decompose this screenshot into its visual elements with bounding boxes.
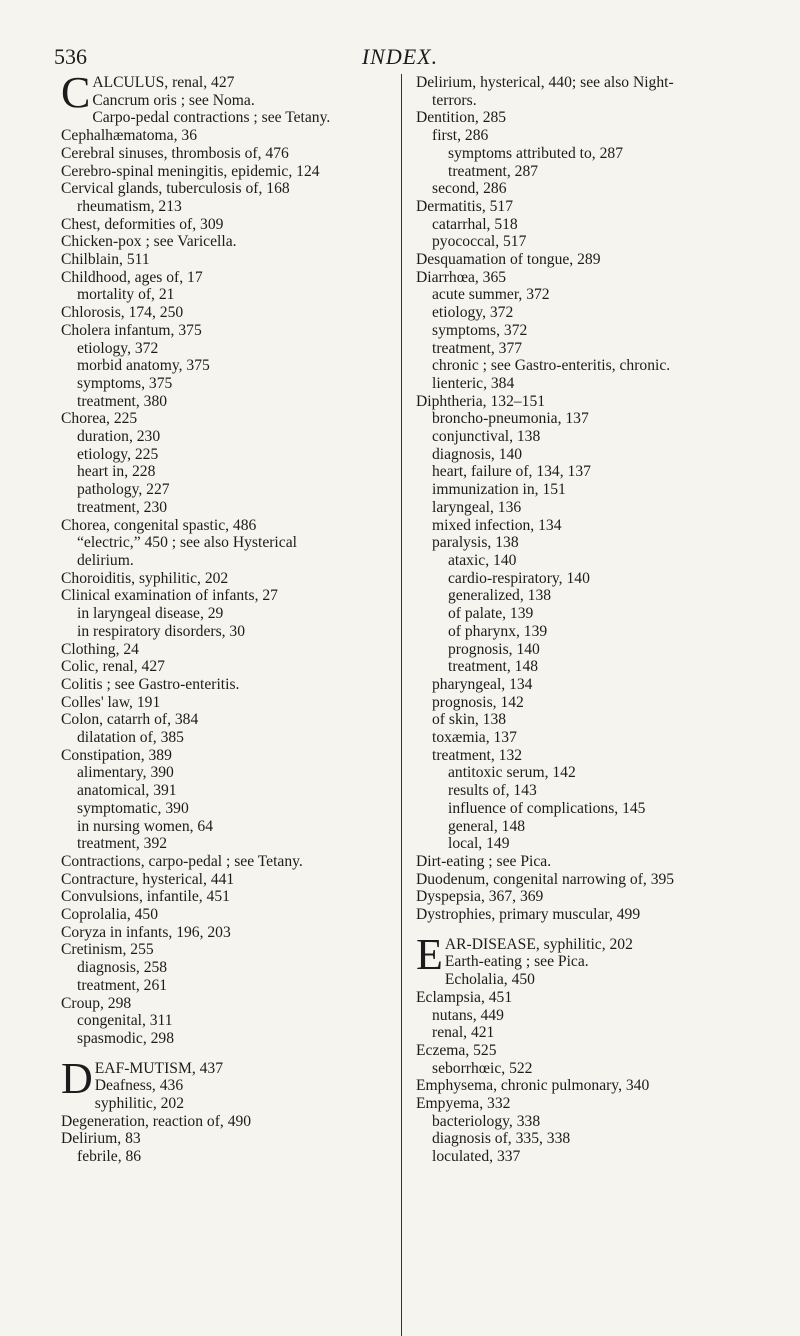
entry-text: Chorea, 225 <box>61 410 138 428</box>
entry-text: immunization in, 151 <box>432 481 566 499</box>
entry-text: treatment, 377 <box>432 339 523 357</box>
entry-text: Constipation, 389 <box>61 746 172 764</box>
index-entry <box>61 1130 397 1148</box>
entry-text: of pharynx, 139 <box>448 622 548 640</box>
index-entry <box>61 304 397 322</box>
index-entry <box>61 269 397 287</box>
index-subentry <box>61 393 397 411</box>
index-subentry <box>416 800 756 818</box>
entry-text: Dystrophies, primary muscular, 499 <box>416 906 641 924</box>
index-entry <box>61 871 397 889</box>
entry-text: Chest, deformities of, 309 <box>61 215 224 233</box>
entry-text: Delirium, 83 <box>61 1130 141 1148</box>
entry-text: Childhood, ages of, 17 <box>61 268 203 286</box>
entry-text: Chorea, congenital spastic, 486 <box>61 516 257 534</box>
index-subentry <box>416 322 756 340</box>
index-entry <box>61 658 397 676</box>
entry-text: treatment, 230 <box>77 498 168 516</box>
index-subentry <box>416 216 756 234</box>
entry-text: Desquamation of tongue, 289 <box>416 251 601 269</box>
entry-text: Coryza in infants, 196, 203 <box>61 923 231 941</box>
entry-text: Diarrhœa, 365 <box>416 268 507 286</box>
entry-text: Contractions, carpo-pedal ; see Tetany. <box>61 852 303 870</box>
entry-text: mortality of, 21 <box>77 286 175 304</box>
entry-text: heart, failure of, 134, 137 <box>432 463 591 481</box>
entry-text: of skin, 138 <box>432 711 507 729</box>
entry-text: symptoms attributed to, 287 <box>448 144 623 162</box>
index-subentry <box>416 1007 756 1025</box>
entry-text: Duodenum, congenital narrowing of, 395 <box>416 870 675 888</box>
index-subentry <box>416 481 756 499</box>
entry-text: Croup, 298 <box>61 994 132 1012</box>
index-subentry <box>61 428 397 446</box>
index-subentry <box>416 428 756 446</box>
index-subentry <box>61 1095 397 1113</box>
index-entry <box>416 853 756 871</box>
index-subentry <box>416 1113 756 1131</box>
entry-text: febrile, 86 <box>77 1148 142 1166</box>
entry-text: morbid anatomy, 375 <box>77 357 210 375</box>
index-subentry <box>61 357 397 375</box>
index-subentry <box>416 694 756 712</box>
index-entry <box>61 694 397 712</box>
index-subentry <box>61 729 397 747</box>
entry-text: Cerebral sinuses, thrombosis of, 476 <box>61 144 289 162</box>
index-subentry <box>416 641 756 659</box>
index-column-left <box>61 68 397 1166</box>
section-initial: D <box>61 1053 93 1103</box>
entry-text: Degeneration, reaction of, 490 <box>61 1112 252 1130</box>
index-entry <box>416 888 756 906</box>
index-subentry <box>416 552 756 570</box>
entry-text: Cervical glands, tuberculosis of, 168 <box>61 180 290 198</box>
entry-text: second, 286 <box>432 180 507 198</box>
index-subentry <box>416 375 756 393</box>
index-subentry <box>61 623 397 641</box>
index-subentry <box>61 818 397 836</box>
index-subentry <box>416 676 756 694</box>
section-initial: E <box>416 929 443 979</box>
index-subentry <box>61 959 397 977</box>
entry-text: Coprolalia, 450 <box>61 906 159 924</box>
entry-text: cardio-respiratory, 140 <box>448 569 590 587</box>
index-subentry <box>61 198 397 216</box>
index-subentry <box>61 481 397 499</box>
entry-text: etiology, 225 <box>77 445 159 463</box>
index-entry <box>61 251 397 269</box>
index-subentry <box>61 286 397 304</box>
page-header <box>0 44 800 72</box>
index-subentry <box>416 446 756 464</box>
index-subentry <box>61 552 397 570</box>
index-entry <box>416 109 756 127</box>
entry-text: symptomatic, 390 <box>77 799 189 817</box>
index-subentry <box>416 953 756 971</box>
entry-text: Cancrum oris ; see Noma. <box>92 91 255 109</box>
index-subentry <box>416 286 756 304</box>
index-subentry <box>416 764 756 782</box>
index-entry <box>416 198 756 216</box>
index-entry <box>416 989 756 1007</box>
index-subentry <box>416 1130 756 1148</box>
entry-text: spasmodic, 298 <box>77 1029 175 1047</box>
entry-text: in laryngeal disease, 29 <box>77 605 224 623</box>
entry-text: Convulsions, infantile, 451 <box>61 888 230 906</box>
entry-text: Chlorosis, 174, 250 <box>61 304 184 322</box>
entry-text: EAF-MUTISM, 437 <box>94 1059 224 1077</box>
index-subentry <box>61 499 397 517</box>
index-subentry <box>61 605 397 623</box>
running-head: INDEX. <box>361 44 439 69</box>
entry-text: delirium. <box>77 551 134 569</box>
entry-text: heart in, 228 <box>77 463 156 481</box>
index-entry <box>61 233 397 251</box>
index-entry <box>61 747 397 765</box>
index-entry <box>61 941 397 959</box>
index-subentry <box>416 711 756 729</box>
index-subentry <box>61 375 397 393</box>
index-subentry <box>416 1024 756 1042</box>
index-entry <box>416 971 756 989</box>
entry-text: generalized, 138 <box>448 587 552 605</box>
entry-text: laryngeal, 136 <box>432 498 522 516</box>
index-subentry <box>416 410 756 428</box>
entry-text: Colitis ; see Gastro-enteritis. <box>61 675 240 693</box>
entry-text: of palate, 139 <box>448 605 534 623</box>
index-subentry <box>416 587 756 605</box>
index-subentry <box>416 340 756 358</box>
entry-text: Diphtheria, 132–151 <box>416 392 546 410</box>
index-subentry <box>416 782 756 800</box>
index-subentry <box>61 782 397 800</box>
entry-text: etiology, 372 <box>432 304 514 322</box>
entry-text: influence of complications, 145 <box>448 799 646 817</box>
index-subentry <box>416 658 756 676</box>
entry-text: diagnosis, 258 <box>77 959 168 977</box>
index-subentry <box>416 747 756 765</box>
entry-text: lienteric, 384 <box>432 374 515 392</box>
index-subentry <box>61 446 397 464</box>
entry-text: diagnosis of, 335, 338 <box>432 1130 571 1148</box>
index-subentry <box>416 517 756 535</box>
index-entry <box>61 109 397 127</box>
entry-text: treatment, 261 <box>77 976 168 994</box>
page-number: 536 <box>54 44 87 69</box>
index-subentry <box>61 1148 397 1166</box>
entry-text: Clinical examination of infants, 27 <box>61 587 278 605</box>
index-entry <box>416 269 756 287</box>
entry-text: Colon, catarrh of, 384 <box>61 711 199 729</box>
entry-text: broncho-pneumonia, 137 <box>432 410 589 428</box>
index-entry <box>61 127 397 145</box>
entry-text: treatment, 380 <box>77 392 168 410</box>
entry-text: ataxic, 140 <box>448 551 517 569</box>
entry-text: Emphysema, chronic pulmonary, 340 <box>416 1077 650 1095</box>
entry-text: syphilitic, 202 <box>94 1095 185 1113</box>
entry-text: terrors. <box>432 91 477 109</box>
index-entry <box>61 676 397 694</box>
entry-text: first, 286 <box>432 127 489 145</box>
index-entry <box>416 1042 756 1060</box>
index-entry <box>61 145 397 163</box>
entry-text: ALCULUS, renal, 427 <box>92 74 235 91</box>
index-entry <box>61 517 397 535</box>
index-subentry <box>416 233 756 251</box>
entry-text: pharyngeal, 134 <box>432 675 533 693</box>
index-subentry <box>61 764 397 782</box>
index-entry <box>61 570 397 588</box>
index-column-right <box>401 74 756 1336</box>
index-subentry <box>416 304 756 322</box>
entry-text: mixed infection, 134 <box>432 516 562 534</box>
entry-text: Carpo-pedal contractions ; see Tetany. <box>92 109 331 127</box>
entry-text: general, 148 <box>448 817 526 835</box>
index-entry <box>61 322 397 340</box>
entry-text: conjunctival, 138 <box>432 428 541 446</box>
entry-text: congenital, 311 <box>77 1012 173 1030</box>
index-subentry <box>61 340 397 358</box>
entry-text: Colic, renal, 427 <box>61 658 165 676</box>
index-subentry <box>61 1030 397 1048</box>
index-subentry <box>416 127 756 145</box>
entry-text: anatomical, 391 <box>77 782 177 800</box>
index-subentry <box>416 145 756 163</box>
index-entry <box>61 853 397 871</box>
entry-text: chronic ; see Gastro-enteritis, chronic. <box>432 357 671 375</box>
entry-text: dilatation of, 385 <box>77 729 184 747</box>
entry-text: treatment, 132 <box>432 746 523 764</box>
entry-text: prognosis, 142 <box>432 693 524 711</box>
index-subentry <box>416 463 756 481</box>
index-subentry <box>416 605 756 623</box>
entry-text: renal, 421 <box>432 1024 495 1042</box>
entry-text: Contracture, hysterical, 441 <box>61 870 235 888</box>
entry-text: Chicken-pox ; see Varicella. <box>61 233 237 251</box>
entry-text: Dentition, 285 <box>416 109 507 127</box>
index-subentry <box>416 1148 756 1166</box>
index-subentry <box>61 534 397 552</box>
index-entry <box>416 251 756 269</box>
entry-text: toxæmia, 137 <box>432 729 517 747</box>
index-entry <box>61 906 397 924</box>
index-entry <box>416 1077 756 1095</box>
index-entry <box>416 1095 756 1113</box>
entry-text: catarrhal, 518 <box>432 215 518 233</box>
entry-text: bacteriology, 338 <box>432 1112 541 1130</box>
entry-text: diagnosis, 140 <box>432 445 523 463</box>
entry-text: seborrhœic, 522 <box>432 1059 533 1077</box>
index-subentry <box>416 835 756 853</box>
entry-text: loculated, 337 <box>432 1148 521 1166</box>
entry-text: acute summer, 372 <box>432 286 550 304</box>
entry-text: treatment, 148 <box>448 658 539 676</box>
entry-text: symptoms, 375 <box>77 374 173 392</box>
index-entry <box>61 711 397 729</box>
index-subentry <box>416 623 756 641</box>
index-subentry <box>416 180 756 198</box>
entry-text: duration, 230 <box>77 428 161 446</box>
index-subentry <box>61 800 397 818</box>
index-entry <box>61 1113 397 1131</box>
entry-text: Deafness, 436 <box>94 1077 184 1095</box>
entry-text: Cerebro-spinal meningitis, epidemic, 124 <box>61 162 320 180</box>
entry-text: Choroiditis, syphilitic, 202 <box>61 569 229 587</box>
entry-text: symptoms, 372 <box>432 321 528 339</box>
entry-text: alimentary, 390 <box>77 764 174 782</box>
entry-text: Dirt-eating ; see Pica. <box>416 852 552 870</box>
entry-text: Clothing, 24 <box>61 640 139 658</box>
entry-text: Empyema, 332 <box>416 1095 511 1113</box>
entry-text: AR-DISEASE, syphilitic, 202 <box>444 935 633 953</box>
index-subentry <box>61 463 397 481</box>
entry-text: treatment, 392 <box>77 835 168 853</box>
index-subentry <box>61 977 397 995</box>
index-subentry <box>416 499 756 517</box>
index-subentry <box>416 818 756 836</box>
index-entry <box>61 216 397 234</box>
entry-text: paralysis, 138 <box>432 534 519 552</box>
entry-text: results of, 143 <box>448 782 537 800</box>
index-subentry <box>416 1060 756 1078</box>
index-subentry <box>61 92 397 110</box>
entry-text: Echolalia, 450 <box>444 971 535 989</box>
index-entry <box>61 888 397 906</box>
index-entry <box>61 180 397 198</box>
index-subentry <box>416 534 756 552</box>
entry-text: in nursing women, 64 <box>77 817 214 835</box>
entry-text: Delirium, hysterical, 440; see also Night- <box>416 74 674 91</box>
entry-text: treatment, 287 <box>448 162 539 180</box>
index-subentry <box>61 1077 397 1095</box>
index-entry <box>416 74 756 92</box>
entry-text: Cholera infantum, 375 <box>61 321 202 339</box>
index-entry <box>416 906 756 924</box>
entry-text: rheumatism, 213 <box>77 197 182 215</box>
index-entry <box>416 393 756 411</box>
entry-text: local, 149 <box>448 835 510 853</box>
index-subentry <box>416 163 756 181</box>
entry-text: Cretinism, 255 <box>61 941 154 959</box>
index-entry <box>61 641 397 659</box>
entry-text: antitoxic serum, 142 <box>448 764 576 782</box>
index-subentry <box>416 357 756 375</box>
entry-text: nutans, 449 <box>432 1006 504 1024</box>
index-entry <box>61 410 397 428</box>
index-subentry <box>61 835 397 853</box>
entry-text: pyococcal, 517 <box>432 233 527 251</box>
entry-text: Dermatitis, 517 <box>416 197 514 215</box>
section-initial: C <box>61 68 91 117</box>
index-subentry <box>416 729 756 747</box>
entry-text: prognosis, 140 <box>448 640 540 658</box>
entry-text: etiology, 372 <box>77 339 159 357</box>
index-subentry <box>416 570 756 588</box>
entry-text: Chilblain, 511 <box>61 251 150 269</box>
entry-text: Earth-eating ; see Pica. <box>444 953 589 971</box>
index-entry <box>61 924 397 942</box>
index-subentry <box>416 92 756 110</box>
index-entry <box>416 871 756 889</box>
entry-text: pathology, 227 <box>77 481 170 499</box>
entry-text: Dyspepsia, 367, 369 <box>416 888 544 906</box>
index-entry <box>61 163 397 181</box>
index-entry <box>61 995 397 1013</box>
entry-text: Eclampsia, 451 <box>416 988 513 1006</box>
entry-text: Eczema, 525 <box>416 1041 497 1059</box>
entry-text: in respiratory disorders, 30 <box>77 622 246 640</box>
index-entry <box>61 587 397 605</box>
index-subentry <box>61 1012 397 1030</box>
entry-text: “electric,” 450 ; see also Hysterical <box>77 534 297 552</box>
entry-text: Colles' law, 191 <box>61 693 161 711</box>
entry-text: Cephalhæmatoma, 36 <box>61 127 197 145</box>
